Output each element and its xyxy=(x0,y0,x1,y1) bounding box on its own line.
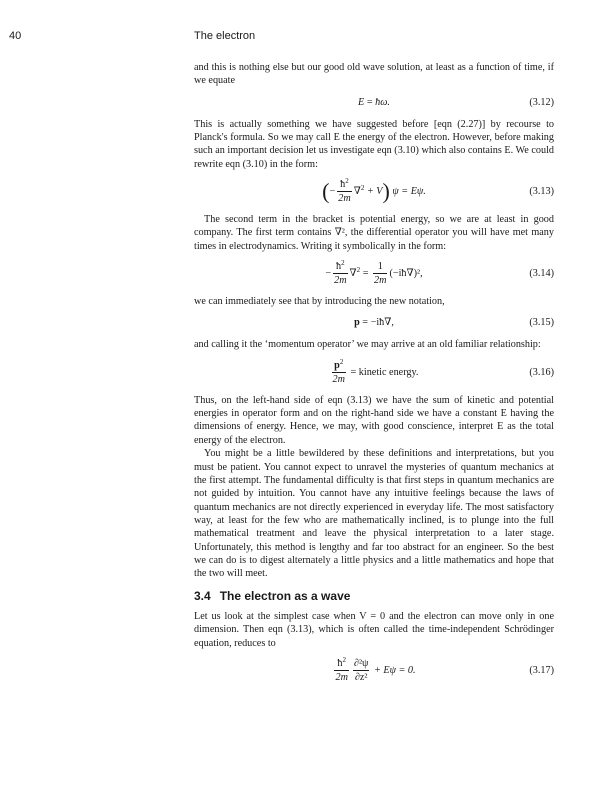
paragraph: The second term in the bracket is potential energy, so we are at least in good company. The first term contains ∇², the differential operator you will have met many times in electrodynamics. Writing it symbolically in the form: xyxy=(194,214,554,252)
paragraph: we can immediately see that by introducing the new notation, xyxy=(194,296,445,308)
equation-3-16: $\frac{p^2}{2m}$ = kinetic energy. (3.16) xyxy=(194,352,554,394)
equation-number: (3.16) xyxy=(529,366,554,378)
paragraph: This is actually something we have suggested before [eqn (2.27)] by recourse to Planck's formula. So we may call E the energy of the electron. However, before making such an important decision let us investigate eqn (3.10) which also contains E. We could rewrite eqn (3.10) in the form: xyxy=(194,118,554,170)
running-head: The electron xyxy=(194,30,256,42)
paragraph: and this is nothing else but our good old wave solution, at least as a function of time, if we equate xyxy=(194,62,554,87)
paragraph: and calling it the ‘momentum operator’ we may arrive at an old familiar relationship: xyxy=(194,339,541,351)
page-header xyxy=(0,30,615,48)
paragraph: Thus, on the left-hand side of eqn (3.13) we have the sum of kinetic and potential energies in operator form and on the right-hand side we have a constant E having the dimensions of energy. Hence, we may, with good conscience, interpret E as the total energy of the electron. xyxy=(194,394,554,446)
equation-3-13: (− $\frac{ħ^2}{2m}$ ∇$^2$ + V) ψ = Eψ. (3.13) xyxy=(194,171,554,213)
section-heading: 3.4 The electron as a wave xyxy=(194,588,351,603)
page-number: 40 xyxy=(9,30,22,42)
equation-number: (3.13) xyxy=(529,186,554,198)
equation-3-15: p = −iħ∇, (3.15) xyxy=(194,308,554,338)
equation-number: (3.12) xyxy=(529,96,554,108)
body-text xyxy=(194,61,554,692)
equation-3-12: E = ħω. (3.12) xyxy=(194,88,554,118)
equation-number: (3.14) xyxy=(529,268,554,280)
equation-3-17: $\frac{ħ^2}{2m}$ $\frac{\text{∂²ψ}}{\text{∂z²}}$ + Eψ = 0. (3.17) xyxy=(194,650,554,692)
paragraph: You might be a little bewildered by these definitions and interpretations, but you must be patient. You cannot expect to unravel the mysteries of quantum mechanics at the first attempt. The fundamental difficulty is that first steps in quantum mechanics are not guided by intuition. You cannot have any intuitive feelings because the laws of quantum mechanics are not directly experienced in everyday life. The most satisfactory way, at least for the few who are mathematically inclined, is to plunge into the full mathematical treatment and leave the physical interpretation to a later stage. Unfortunately, this method is lengthy and far too abstract for an engineer. So the best we can do is to digest alternately a little physics and a little mathematics and hope that the two will meet. xyxy=(194,448,554,580)
equation-3-14: − $\frac{ħ^2}{2m}$ ∇$^2$ = $\frac{1}{2m}$ (−iħ∇)², (3.14) xyxy=(194,253,554,295)
equation-number: (3.15) xyxy=(529,317,554,329)
equation-number: (3.17) xyxy=(529,664,554,676)
paragraph: Let us look at the simplest case when V = 0 and the electron can move only in one dimension. Then eqn (3.13), which is often called the time-independent Schrödinger equation, reduces to xyxy=(194,610,554,649)
